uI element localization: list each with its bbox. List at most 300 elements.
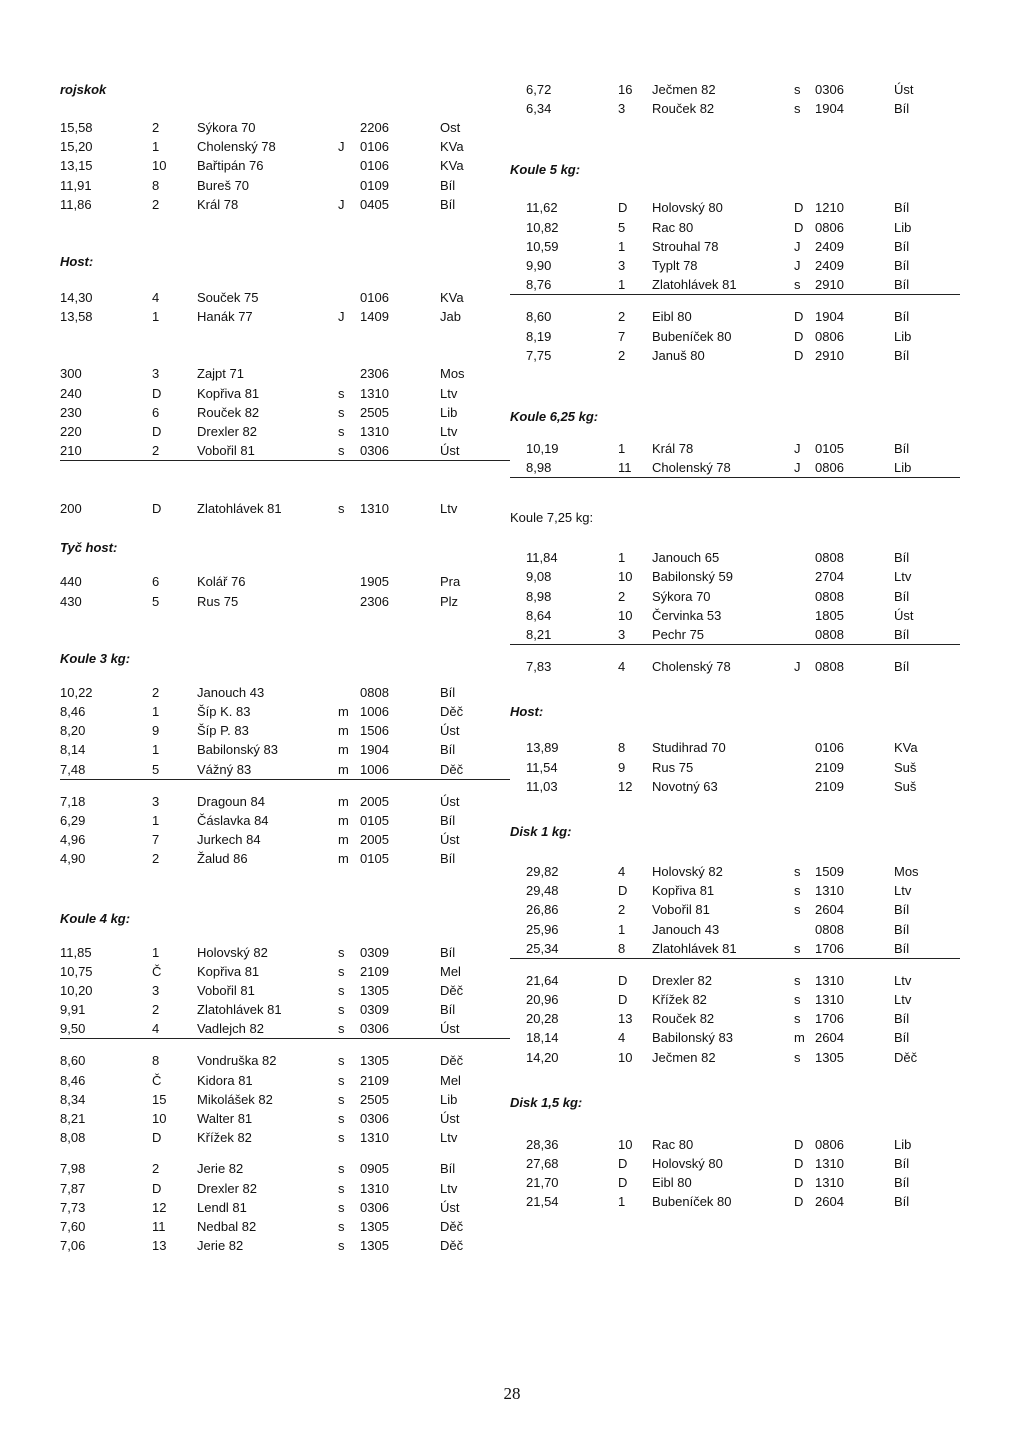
cell-athlete: Šíp K. 83 xyxy=(197,704,251,719)
cell-category: D xyxy=(794,219,804,235)
table-row xyxy=(510,256,960,275)
cell-result: 10,19 xyxy=(526,440,559,456)
cell-club: Bíl xyxy=(894,550,910,566)
cell-club: Ltv xyxy=(894,972,912,988)
cell-place: 12 xyxy=(152,1199,167,1215)
cell-place: D xyxy=(152,501,162,517)
cell-result: 7,98 xyxy=(60,1161,86,1177)
cell-result: 21,64 xyxy=(526,972,559,988)
section-heading: rojskok xyxy=(60,82,107,97)
cell-club: Ltv xyxy=(440,385,458,401)
table-row xyxy=(60,499,510,518)
cell-result: 430 xyxy=(60,593,82,609)
table-row xyxy=(510,1173,960,1192)
cell-place: Č xyxy=(152,963,162,979)
cell-result: 20,96 xyxy=(526,992,559,1008)
cell-club: Ost xyxy=(440,120,461,135)
cell-category: s xyxy=(794,82,801,97)
cell-club: Mel xyxy=(440,963,461,979)
cell-date: 0808 xyxy=(815,627,844,642)
cell-athlete: Ječmen 82 xyxy=(652,1049,716,1065)
table-row xyxy=(510,346,960,365)
cell-club: KVa xyxy=(440,139,464,155)
cell-category: J xyxy=(338,139,345,155)
cell-athlete: Rouček 82 xyxy=(652,1011,715,1027)
table-row xyxy=(60,176,510,195)
cell-date: 2409 xyxy=(815,238,844,254)
cell-category: m xyxy=(338,851,349,867)
section-heading: Koule 7,25 kg: xyxy=(510,510,594,526)
cell-athlete: Křížek 82 xyxy=(652,992,707,1008)
cell-result: 210 xyxy=(60,443,82,459)
results-section xyxy=(60,252,510,326)
cell-club: Ltv xyxy=(440,1130,458,1146)
cell-result: 6,72 xyxy=(526,82,552,97)
table-row xyxy=(510,1154,960,1173)
cell-club: Bíl xyxy=(440,851,456,867)
cell-date: 1310 xyxy=(360,501,389,517)
table-row xyxy=(510,881,960,900)
cell-category: s xyxy=(794,992,801,1008)
section-heading: Host: xyxy=(510,704,544,720)
cell-place: 7 xyxy=(618,328,626,344)
cell-place: 2 xyxy=(618,309,626,325)
table-row xyxy=(60,1236,510,1255)
cell-category: s xyxy=(338,1218,345,1234)
cell-athlete: Zlatohlávek 81 xyxy=(652,940,737,956)
table-row xyxy=(60,118,510,137)
table-row xyxy=(60,740,510,759)
cell-athlete: Holovský 82 xyxy=(652,863,723,879)
cell-date: 0309 xyxy=(360,944,389,960)
table-row xyxy=(510,625,960,645)
cell-club: Bíl xyxy=(894,257,910,273)
cell-club: Bíl xyxy=(894,659,910,675)
cell-date: 0808 xyxy=(815,550,844,566)
cell-date: 1706 xyxy=(815,940,844,956)
cell-date: 0806 xyxy=(815,1136,844,1152)
cell-club: Suš xyxy=(894,759,917,775)
cell-place: 1 xyxy=(152,704,160,719)
cell-date: 2109 xyxy=(815,759,844,775)
cell-category: s xyxy=(338,944,345,960)
cell-place: 10 xyxy=(618,1049,633,1065)
cell-club: Bíl xyxy=(894,309,910,325)
cell-result: 8,19 xyxy=(526,328,552,344)
cell-category: m xyxy=(338,761,349,777)
cell-place: 1 xyxy=(618,921,626,937)
table-row xyxy=(60,288,510,307)
cell-date: 2109 xyxy=(815,778,844,794)
cell-category: J xyxy=(338,309,345,325)
cell-date: 1310 xyxy=(815,1156,844,1171)
section-heading: Koule 3 kg: xyxy=(60,650,131,666)
cell-club: Úst xyxy=(894,607,914,623)
cell-result: 8,21 xyxy=(60,1111,86,1126)
cell-club: Děč xyxy=(440,1218,464,1234)
cell-club: Plz xyxy=(440,593,459,609)
table-row xyxy=(60,1179,510,1198)
cell-category: s xyxy=(338,1199,345,1215)
cell-place: 2 xyxy=(618,588,626,604)
cell-club: Bíl xyxy=(440,742,456,758)
cell-date: 1305 xyxy=(360,1218,389,1234)
cell-result: 10,59 xyxy=(526,238,559,254)
cell-category: s xyxy=(338,1130,345,1146)
cell-result: 8,64 xyxy=(526,607,552,623)
cell-date: 2409 xyxy=(815,257,844,273)
cell-category: J xyxy=(794,257,801,273)
cell-athlete: Červinka 53 xyxy=(652,607,722,623)
cell-date: 1509 xyxy=(815,863,844,879)
cell-result: 13,15 xyxy=(60,158,93,174)
cell-result: 300 xyxy=(60,366,82,382)
cell-result: 18,14 xyxy=(526,1030,559,1046)
cell-club: Bíl xyxy=(440,196,456,212)
cell-result: 21,54 xyxy=(526,1194,559,1210)
cell-date: 1310 xyxy=(815,883,844,899)
cell-athlete: Kopřiva 81 xyxy=(197,963,260,979)
cell-athlete: Rouček 82 xyxy=(197,404,260,420)
cell-place: 8 xyxy=(152,1053,160,1069)
cell-date: 2704 xyxy=(815,569,844,585)
cell-result: 25,96 xyxy=(526,921,559,937)
cell-club: Úst xyxy=(440,1199,460,1215)
cell-athlete: Vobořil 81 xyxy=(197,443,255,459)
cell-athlete: Bubeníček 80 xyxy=(652,328,732,344)
cell-result: 7,73 xyxy=(60,1199,86,1215)
row-gap xyxy=(60,780,510,792)
cell-place: 3 xyxy=(152,366,160,382)
cell-place: D xyxy=(618,992,628,1008)
cell-place: 1 xyxy=(618,238,626,254)
table-row xyxy=(510,920,960,939)
cell-place: 1 xyxy=(152,139,160,155)
cell-result: 8,98 xyxy=(526,460,552,476)
cell-result: 8,46 xyxy=(60,1072,86,1088)
cell-category: J xyxy=(338,196,345,212)
cell-athlete: Holovský 82 xyxy=(197,944,268,960)
row-gap xyxy=(510,295,960,307)
cell-date: 0306 xyxy=(360,443,389,459)
cell-club: Bíl xyxy=(440,812,456,828)
cell-athlete: Lendl 81 xyxy=(197,1199,247,1215)
cell-club: Bíl xyxy=(440,684,456,700)
cell-category: D xyxy=(794,1194,804,1210)
cell-result: 440 xyxy=(60,574,82,590)
cell-club: Ltv xyxy=(440,423,458,439)
cell-category: m xyxy=(338,812,349,828)
cell-result: 8,34 xyxy=(60,1091,86,1107)
row-gap xyxy=(60,1147,510,1159)
cell-athlete: Janouch 43 xyxy=(197,684,265,700)
cell-place: 10 xyxy=(618,607,633,623)
cell-date: 1210 xyxy=(815,200,844,216)
cell-result: 11,84 xyxy=(526,550,558,566)
cell-result: 9,08 xyxy=(526,569,552,585)
cell-place: D xyxy=(152,423,162,439)
table-row xyxy=(60,1071,510,1090)
cell-club: KVa xyxy=(440,289,464,305)
cell-place: D xyxy=(618,1156,628,1171)
cell-athlete: Zajpt 71 xyxy=(197,366,244,382)
cell-result: 200 xyxy=(60,501,82,517)
cell-result: 11,62 xyxy=(526,200,558,216)
cell-category: s xyxy=(338,385,345,401)
cell-category: s xyxy=(338,982,345,998)
cell-club: Úst xyxy=(440,443,460,459)
cell-athlete: Holovský 80 xyxy=(652,1156,723,1171)
results-section xyxy=(60,80,510,214)
cell-place: 2 xyxy=(152,1002,160,1018)
cell-category: s xyxy=(338,1238,345,1254)
cell-club: Bíl xyxy=(440,1002,456,1018)
cell-place: 1 xyxy=(618,550,626,566)
table-row xyxy=(510,587,960,606)
cell-date: 1310 xyxy=(815,1175,844,1191)
cell-club: Bíl xyxy=(894,921,910,937)
cell-date: 2109 xyxy=(360,1072,389,1088)
cell-club: Děč xyxy=(440,704,464,719)
cell-place: 7 xyxy=(152,832,160,848)
cell-result: 11,86 xyxy=(60,196,92,212)
cell-athlete: Jerie 82 xyxy=(197,1238,244,1254)
results-section xyxy=(510,822,960,1067)
cell-place: 3 xyxy=(618,101,626,117)
table-row xyxy=(60,441,510,461)
cell-athlete: Cholenský 78 xyxy=(197,139,276,155)
cell-date: 0405 xyxy=(360,196,389,212)
cell-club: Bíl xyxy=(440,1161,456,1177)
cell-athlete: Čáslavka 84 xyxy=(197,812,269,828)
cell-result: 4,90 xyxy=(60,851,86,867)
cell-result: 9,90 xyxy=(526,257,552,273)
cell-date: 1904 xyxy=(360,742,389,758)
cell-place: 5 xyxy=(152,593,160,609)
cell-athlete: Rac 80 xyxy=(652,1136,694,1152)
cell-athlete: Strouhal 78 xyxy=(652,238,719,254)
cell-athlete: Bařtipán 76 xyxy=(197,158,264,174)
cell-result: 29,82 xyxy=(526,863,559,879)
cell-athlete: Dragoun 84 xyxy=(197,793,265,809)
cell-club: Bíl xyxy=(894,1194,910,1210)
cell-place: 3 xyxy=(152,793,160,809)
cell-result: 7,60 xyxy=(60,1218,86,1234)
table-row xyxy=(60,1019,510,1039)
table-row xyxy=(60,1051,510,1070)
table-row xyxy=(60,572,510,591)
table-row xyxy=(60,1128,510,1147)
cell-club: Úst xyxy=(894,82,914,97)
table-row xyxy=(510,971,960,990)
cell-athlete: Januš 80 xyxy=(652,347,705,363)
table-row xyxy=(60,849,510,868)
cell-date: 0109 xyxy=(360,177,389,193)
cell-place: 2 xyxy=(152,196,160,212)
cell-result: 7,75 xyxy=(526,347,552,363)
table-row xyxy=(510,657,960,676)
cell-date: 0105 xyxy=(360,851,389,867)
cell-date: 0808 xyxy=(815,921,844,937)
table-row xyxy=(510,1192,960,1211)
cell-place: 4 xyxy=(152,289,160,305)
cell-result: 13,89 xyxy=(526,740,559,756)
cell-club: Lib xyxy=(894,219,912,235)
cell-date: 1006 xyxy=(360,704,389,719)
cell-club: Úst xyxy=(440,1021,460,1037)
cell-category: D xyxy=(794,309,804,325)
cell-athlete: Hanák 77 xyxy=(197,309,253,325)
cell-athlete: Zlatohlávek 81 xyxy=(652,277,737,293)
cell-place: 2 xyxy=(618,902,626,918)
cell-place: 9 xyxy=(152,723,160,739)
cell-date: 1310 xyxy=(360,1180,389,1196)
cell-category: m xyxy=(338,723,349,739)
cell-club: Suš xyxy=(894,778,917,794)
cell-date: 2109 xyxy=(360,963,389,979)
table-row xyxy=(510,307,960,326)
cell-athlete: Walter 81 xyxy=(197,1111,253,1126)
cell-category: D xyxy=(794,1175,804,1191)
cell-place: 3 xyxy=(618,257,626,273)
cell-club: Bíl xyxy=(894,902,910,918)
cell-date: 1305 xyxy=(360,1238,389,1254)
cell-place: 10 xyxy=(618,1136,633,1152)
cell-date: 0808 xyxy=(815,588,844,604)
cell-place: 1 xyxy=(152,742,160,758)
cell-athlete: Cholenský 78 xyxy=(652,460,731,476)
cell-category: s xyxy=(338,404,345,420)
cell-category: D xyxy=(794,1136,804,1152)
cell-athlete: Holovský 80 xyxy=(652,200,723,216)
cell-athlete: Král 78 xyxy=(197,196,239,212)
section-heading: Koule 4 kg: xyxy=(60,910,131,926)
cell-club: Děč xyxy=(440,982,464,998)
table-row xyxy=(510,567,960,586)
cell-club: Mos xyxy=(440,366,465,382)
cell-place: 11 xyxy=(618,460,632,476)
section-heading: Disk 1 kg: xyxy=(510,823,572,839)
cell-athlete: Kolář 76 xyxy=(197,574,246,590)
cell-place: 10 xyxy=(618,569,633,585)
cell-athlete: Janouch 65 xyxy=(652,550,720,566)
cell-athlete: Šíp P. 83 xyxy=(197,723,249,739)
cell-category: s xyxy=(794,972,801,988)
cell-date: 1305 xyxy=(815,1049,844,1065)
table-row xyxy=(60,1090,510,1109)
results-section xyxy=(60,499,510,518)
cell-date: 0905 xyxy=(360,1161,389,1177)
cell-place: 5 xyxy=(618,219,626,235)
cell-place: 13 xyxy=(618,1011,633,1027)
cell-club: Bíl xyxy=(440,944,456,960)
cell-athlete: Drexler 82 xyxy=(197,1180,257,1196)
cell-athlete: Babilonský 83 xyxy=(652,1030,733,1046)
section-heading: Disk 1,5 kg: xyxy=(510,1094,583,1110)
cell-club: Bíl xyxy=(894,1011,910,1027)
cell-result: 11,85 xyxy=(60,944,92,960)
cell-place: 10 xyxy=(152,158,167,174)
section-heading: Tyč host: xyxy=(60,540,118,556)
cell-place: 8 xyxy=(618,740,626,756)
cell-result: 26,86 xyxy=(526,902,559,918)
table-row xyxy=(510,990,960,1009)
cell-category: s xyxy=(338,501,345,517)
cell-result: 230 xyxy=(60,404,82,420)
page-number: 28 xyxy=(503,1384,521,1403)
table-row xyxy=(60,364,510,383)
cell-athlete: Nedbal 82 xyxy=(197,1218,257,1234)
table-row xyxy=(60,721,510,740)
cell-club: Bíl xyxy=(894,627,910,642)
cell-date: 1904 xyxy=(815,101,844,117)
cell-athlete: Drexler 82 xyxy=(197,423,257,439)
cell-category: D xyxy=(794,328,804,344)
cell-club: Děč xyxy=(440,761,464,777)
cell-place: 4 xyxy=(618,1030,626,1046)
cell-club: Úst xyxy=(440,832,460,848)
cell-result: 220 xyxy=(60,423,82,439)
cell-category: s xyxy=(338,1111,345,1126)
cell-result: 11,54 xyxy=(526,759,558,775)
cell-result: 29,48 xyxy=(526,883,559,899)
cell-club: Bíl xyxy=(894,1175,910,1191)
cell-place: 2 xyxy=(152,443,160,459)
cell-athlete: Rus 75 xyxy=(197,593,239,609)
results-section xyxy=(510,702,960,796)
cell-result: 8,46 xyxy=(60,704,86,719)
cell-category: J xyxy=(794,659,801,675)
cell-athlete: Zlatohlávek 81 xyxy=(197,1002,282,1018)
cell-date: 0306 xyxy=(360,1021,389,1037)
cell-date: 2206 xyxy=(360,120,389,135)
right-column xyxy=(510,80,960,1212)
cell-date: 1506 xyxy=(360,723,389,739)
cell-club: Úst xyxy=(440,793,460,809)
cell-date: 1310 xyxy=(360,1130,389,1146)
table-row xyxy=(510,738,960,757)
cell-club: Bíl xyxy=(894,347,910,363)
table-row xyxy=(510,198,960,217)
cell-result: 8,60 xyxy=(60,1053,86,1069)
table-row xyxy=(510,606,960,625)
table-row xyxy=(60,307,510,326)
results-section xyxy=(510,508,960,676)
cell-category: s xyxy=(338,443,345,459)
cell-category: s xyxy=(338,423,345,439)
cell-athlete: Sýkora 70 xyxy=(197,120,256,135)
table-row xyxy=(510,80,960,99)
left-column xyxy=(60,80,510,1255)
table-row xyxy=(60,1198,510,1217)
cell-category: J xyxy=(794,440,801,456)
cell-result: 7,87 xyxy=(60,1180,86,1196)
cell-result: 240 xyxy=(60,385,82,401)
cell-result: 14,20 xyxy=(526,1049,559,1065)
cell-club: Lib xyxy=(894,328,912,344)
cell-date: 0309 xyxy=(360,1002,389,1018)
cell-result: 10,75 xyxy=(60,963,93,979)
cell-club: Bíl xyxy=(894,1156,910,1171)
cell-result: 7,83 xyxy=(526,659,552,675)
cell-athlete: Sýkora 70 xyxy=(652,588,711,604)
cell-date: 0106 xyxy=(815,740,844,756)
results-section xyxy=(60,364,510,461)
table-row xyxy=(60,1000,510,1019)
cell-date: 0106 xyxy=(360,158,389,174)
cell-club: Úst xyxy=(440,723,460,739)
cell-place: 6 xyxy=(152,404,160,420)
